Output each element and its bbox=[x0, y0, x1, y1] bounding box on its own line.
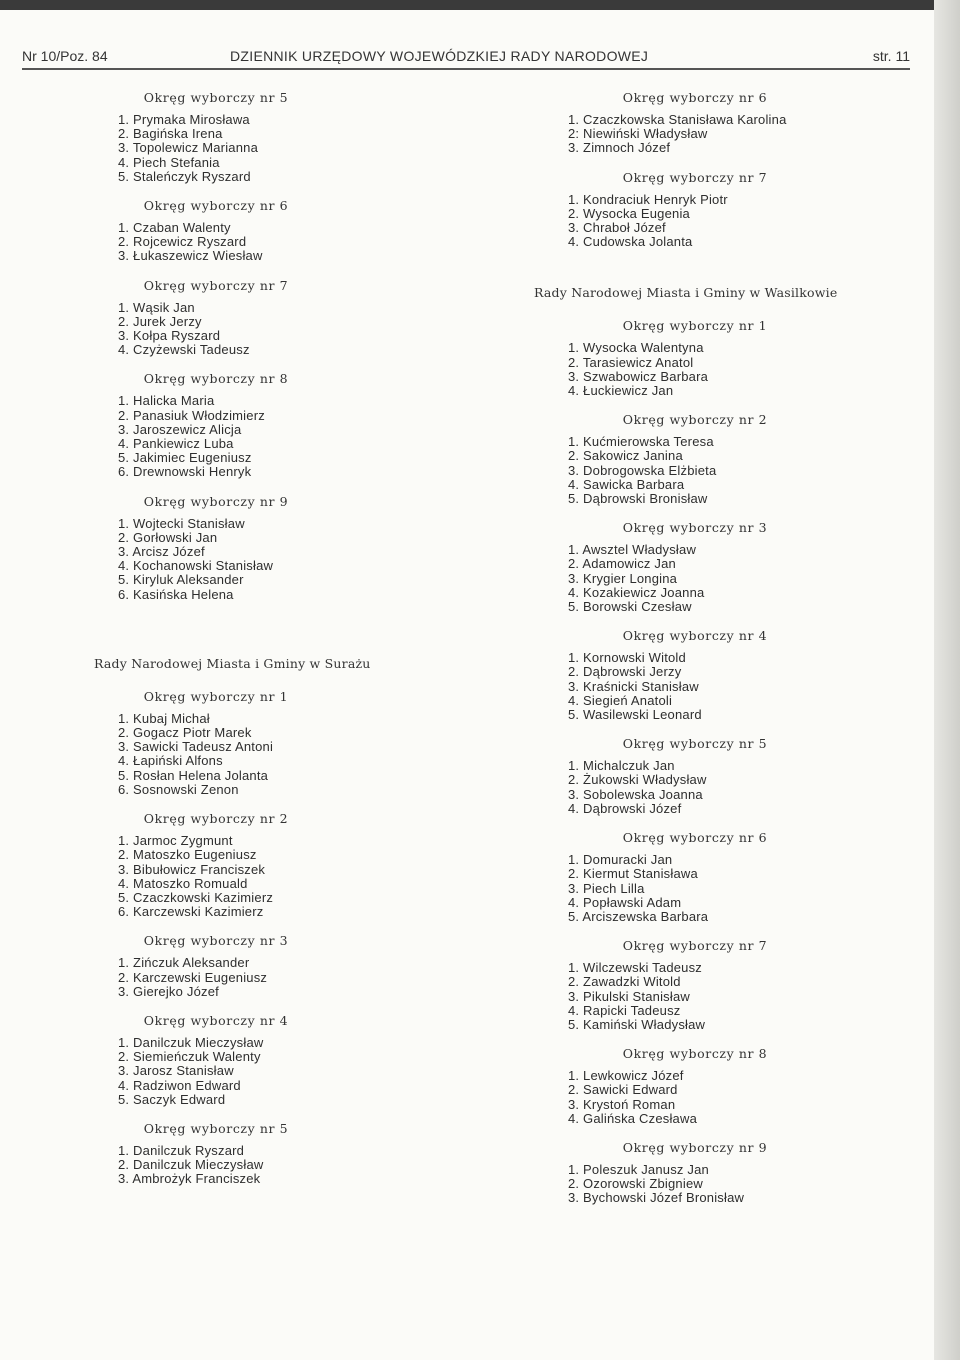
left-top-sections bbox=[118, 90, 408, 602]
candidate-item: 2. Matoszko Eugeniusz bbox=[118, 847, 257, 863]
candidate-item: 1. Danilczuk Ryszard bbox=[118, 1142, 245, 1158]
candidate-list bbox=[568, 853, 898, 924]
candidate-item: 4. Łapiński Alfons bbox=[118, 753, 223, 769]
candidate-item: 3. Kołpa Ryszard bbox=[118, 328, 221, 344]
candidate-item: 1. Kornowski Witold bbox=[568, 650, 686, 666]
candidate-item: 1. Wilczewski Tadeusz bbox=[568, 960, 703, 976]
candidate-item: 5. Czaczkowski Kazimierz bbox=[118, 889, 274, 905]
district-title: Okręg wyborczy nr 6 bbox=[622, 90, 768, 105]
candidate-item: 2. Gorłowski Jan bbox=[118, 529, 218, 545]
candidate-item: 3. Topolewicz Marianna bbox=[118, 140, 259, 156]
candidate-item: 1. Kubaj Michał bbox=[118, 710, 210, 726]
candidate-item: 6. Sosnowski Zenon bbox=[118, 781, 239, 797]
district-title: Okręg wyborczy nr 6 bbox=[622, 830, 768, 846]
candidate-item: 5. Kiryluk Aleksander bbox=[118, 572, 244, 588]
candidate-item: 3. Łukaszewicz Wiesław bbox=[118, 248, 263, 264]
candidate-list bbox=[568, 1069, 898, 1126]
candidate-item: 3. Arcisz Józef bbox=[118, 544, 205, 560]
candidate-item: 1. Wysocka Walentyna bbox=[568, 340, 704, 356]
scan-edge-right bbox=[934, 0, 960, 1360]
candidate-list bbox=[118, 394, 408, 479]
candidate-list bbox=[568, 113, 898, 156]
district-title: Okręg wyborczy nr 3 bbox=[622, 520, 768, 536]
candidate-item: 5. Saczyk Edward bbox=[118, 1091, 226, 1107]
candidate-item: 5. Staleńczyk Ryszard bbox=[118, 168, 251, 184]
candidate-list bbox=[118, 1036, 408, 1107]
scan-edge-top bbox=[0, 0, 960, 10]
candidate-list bbox=[568, 543, 898, 614]
left-council-sections bbox=[118, 689, 408, 1187]
district-title: Okręg wyborczy nr 8 bbox=[143, 371, 289, 387]
candidate-item: 2. Adamowicz Jan bbox=[568, 556, 676, 572]
candidate-list bbox=[118, 956, 408, 999]
district-section bbox=[568, 412, 898, 506]
candidate-item: 3. Pikulski Stanisław bbox=[568, 988, 690, 1004]
candidate-item: 2. Rojcewicz Ryszard bbox=[118, 234, 247, 250]
candidate-item: 3. Ambrożyk Franciszek bbox=[118, 1171, 261, 1187]
candidate-item: 6. Drewnowski Henryk bbox=[118, 464, 252, 480]
candidate-list bbox=[118, 1144, 408, 1187]
district-section bbox=[568, 938, 898, 1032]
candidate-item: 2. Bagińska Irena bbox=[118, 126, 223, 142]
candidate-item: 2. Sawicki Edward bbox=[568, 1082, 678, 1098]
candidate-item: 2. Żukowski Władysław bbox=[568, 772, 707, 788]
issue-number: Nr 10/Poz. 84 bbox=[22, 48, 108, 64]
candidate-item: 4. Sawicka Barbara bbox=[568, 476, 685, 492]
district-section bbox=[118, 90, 408, 184]
candidate-item: 3. Kraśnicki Stanisław bbox=[568, 678, 699, 694]
candidate-item: 3. Szwabowicz Barbara bbox=[568, 368, 709, 384]
candidate-item: 2. Danilczuk Mieczysław bbox=[118, 1157, 264, 1173]
candidate-list bbox=[568, 435, 898, 506]
candidate-item: 2. Ozorowski Zbigniew bbox=[568, 1176, 703, 1192]
district-section bbox=[118, 689, 408, 797]
right-column bbox=[534, 90, 898, 1220]
candidate-item: 4. Piech Stefania bbox=[118, 154, 220, 170]
district-section bbox=[568, 90, 898, 156]
candidate-item: 3. Krygier Longina bbox=[568, 570, 678, 586]
district-title: Okręg wyborczy nr 2 bbox=[143, 811, 289, 827]
candidate-item: 2: Niewiński Władysław bbox=[568, 126, 708, 142]
candidate-item: 3. Sobolewska Joanna bbox=[568, 786, 703, 802]
candidate-item: 1. Jarmoc Zygmunt bbox=[118, 833, 233, 849]
candidate-list bbox=[118, 113, 408, 184]
candidate-item: 4. Kozakiewicz Joanna bbox=[568, 584, 705, 600]
district-section bbox=[568, 318, 898, 398]
candidate-item: 5. Arciszewska Barbara bbox=[568, 908, 709, 924]
candidate-list bbox=[118, 712, 408, 797]
candidate-list bbox=[568, 961, 898, 1032]
candidate-item: 3. Sawicki Tadeusz Antoni bbox=[118, 739, 274, 755]
candidate-item: 3. Gierejko Józef bbox=[118, 983, 219, 999]
district-title: Okręg wyborczy nr 4 bbox=[143, 1012, 289, 1028]
candidate-item: 1. Michalczuk Jan bbox=[568, 758, 675, 774]
district-section bbox=[118, 1013, 408, 1107]
candidate-item: 3. Bibułowicz Franciszek bbox=[118, 861, 266, 877]
page-number: str. 11 bbox=[872, 48, 910, 64]
district-title: Okręg wyborczy nr 1 bbox=[622, 318, 768, 334]
candidate-list bbox=[118, 301, 408, 358]
candidate-item: 2. Siemieńczuk Walenty bbox=[118, 1049, 261, 1065]
district-title: Okręg wyborczy nr 4 bbox=[622, 628, 768, 644]
district-section bbox=[118, 371, 408, 479]
candidate-item: 1. Halicka Maria bbox=[118, 393, 215, 409]
district-title: Okręg wyborczy nr 2 bbox=[622, 412, 768, 428]
candidate-item: 2. Panasiuk Włodzimierz bbox=[118, 407, 265, 423]
candidate-item: 3. Chraboł Józef bbox=[568, 220, 666, 236]
district-section bbox=[568, 1046, 898, 1126]
candidate-item: 3. Bychowski Józef Bronisław bbox=[568, 1190, 745, 1206]
candidate-item: 2. Tarasiewicz Anatol bbox=[568, 354, 694, 370]
district-title: Okręg wyborczy nr 3 bbox=[143, 933, 289, 949]
candidate-item: 1. Kućmierowska Teresa bbox=[568, 434, 714, 450]
candidate-list bbox=[568, 759, 898, 816]
candidate-item: 4. Czyżewski Tadeusz bbox=[118, 342, 250, 358]
right-council-sections bbox=[568, 318, 898, 1205]
candidate-item: 1. Lewkowicz Józef bbox=[568, 1068, 684, 1084]
district-section bbox=[568, 628, 898, 722]
candidate-item: 3. Zimnoch Józef bbox=[568, 140, 671, 156]
candidate-item: 4. Dąbrowski Józef bbox=[568, 800, 682, 816]
candidate-item: 6. Karczewski Kazimierz bbox=[118, 904, 264, 920]
district-title: Okręg wyborczy nr 9 bbox=[143, 493, 289, 509]
candidate-list bbox=[568, 1163, 898, 1206]
district-section bbox=[118, 494, 408, 602]
candidate-item: 4. Siegień Anatoli bbox=[568, 692, 673, 708]
journal-title: DZIENNIK URZĘDOWY WOJEWÓDZKIEJ RADY NARODOWEJ bbox=[230, 48, 649, 64]
candidate-list bbox=[568, 341, 898, 398]
district-title: Okręg wyborczy nr 5 bbox=[143, 90, 289, 105]
candidate-item: 5. Jakimiec Eugeniusz bbox=[118, 450, 252, 466]
candidate-item: 1. Wąsik Jan bbox=[118, 299, 195, 315]
district-title: Okręg wyborczy nr 7 bbox=[622, 938, 768, 954]
candidate-list bbox=[118, 221, 408, 264]
candidate-item: 1. Czaban Walenty bbox=[118, 220, 231, 236]
candidate-item: 4. Popławski Adam bbox=[568, 894, 682, 910]
council-title-wasilkow: Rady Narodowej Miasta i Gminy w Wasilkowie bbox=[534, 285, 838, 301]
candidate-item: 2. Sakowicz Janina bbox=[568, 448, 683, 464]
district-title: Okręg wyborczy nr 8 bbox=[622, 1046, 768, 1062]
district-title: Okręg wyborczy nr 7 bbox=[143, 277, 289, 293]
candidate-item: 4. Cudowska Jolanta bbox=[568, 234, 693, 250]
candidate-item: 5. Wasilewski Leonard bbox=[568, 707, 702, 723]
candidate-item: 2. Jurek Jerzy bbox=[118, 313, 202, 329]
candidate-list bbox=[118, 834, 408, 919]
candidate-item: 5. Rosłan Helena Jolanta bbox=[118, 767, 269, 783]
candidate-item: 1. Domuracki Jan bbox=[568, 852, 673, 868]
district-section bbox=[118, 1121, 408, 1187]
candidate-item: 3. Jarosz Stanisław bbox=[118, 1063, 234, 1079]
candidate-item: 1. Czaczkowska Stanisława Karolina bbox=[568, 112, 787, 127]
candidate-item: 4. Radziwon Edward bbox=[118, 1077, 241, 1093]
candidate-item: 5. Kamiński Władysław bbox=[568, 1016, 706, 1032]
candidate-item: 3. Krystoń Roman bbox=[568, 1096, 676, 1112]
candidate-item: 3. Dobrogowska Elżbieta bbox=[568, 462, 717, 478]
candidate-item: 4. Pankiewicz Luba bbox=[118, 436, 234, 452]
candidate-list bbox=[568, 651, 898, 722]
district-section bbox=[118, 278, 408, 358]
left-column bbox=[94, 90, 408, 1201]
district-section bbox=[118, 811, 408, 919]
district-title: Okręg wyborczy nr 6 bbox=[143, 198, 289, 214]
candidate-item: 2. Zawadzki Witold bbox=[568, 974, 681, 990]
candidate-item: 4. Matoszko Romuald bbox=[118, 875, 248, 891]
candidate-item: 1. Zińczuk Aleksander bbox=[118, 955, 250, 971]
candidate-list bbox=[568, 193, 898, 250]
candidate-item: 4. Łuckiewicz Jan bbox=[568, 383, 674, 399]
district-section bbox=[118, 198, 408, 264]
candidate-item: 2. Dąbrowski Jerzy bbox=[568, 664, 682, 680]
candidate-item: 1. Danilczuk Mieczysław bbox=[118, 1034, 264, 1050]
candidate-item: 4. Rapicki Tadeusz bbox=[568, 1002, 681, 1018]
district-section bbox=[568, 736, 898, 816]
district-section bbox=[568, 1140, 898, 1206]
candidate-item: 2. Kiermut Stanisława bbox=[568, 866, 698, 882]
district-section bbox=[568, 830, 898, 924]
candidate-item: 1. Poleszuk Janusz Jan bbox=[568, 1161, 709, 1177]
council-title-suraz: Rady Narodowej Miasta i Gminy w Surażu bbox=[94, 655, 371, 671]
district-section bbox=[568, 520, 898, 614]
district-title: Okręg wyborczy nr 5 bbox=[143, 1120, 289, 1136]
candidate-item: 4. Kochanowski Stanisław bbox=[118, 558, 274, 574]
candidate-item: 1. Awsztel Władysław bbox=[568, 542, 697, 558]
candidate-item: 1. Wojtecki Stanisław bbox=[118, 515, 245, 531]
candidate-list bbox=[118, 517, 408, 602]
district-title: Okręg wyborczy nr 7 bbox=[622, 169, 768, 185]
district-title: Okręg wyborczy nr 9 bbox=[622, 1139, 768, 1155]
candidate-item: 3. Piech Lilla bbox=[568, 880, 645, 896]
district-section bbox=[568, 170, 898, 250]
candidate-item: 2. Gogacz Piotr Marek bbox=[118, 725, 252, 741]
district-title: Okręg wyborczy nr 1 bbox=[143, 688, 289, 704]
candidate-item: 3. Jaroszewicz Alicja bbox=[118, 421, 242, 437]
candidate-item: 5. Borowski Czesław bbox=[568, 599, 692, 615]
candidate-item: 1. Prymaka Mirosława bbox=[118, 112, 250, 127]
right-top-sections bbox=[568, 90, 898, 249]
candidate-item: 4. Galińska Czesława bbox=[568, 1110, 697, 1126]
candidate-item: 5. Dąbrowski Bronisław bbox=[568, 491, 708, 507]
candidate-item: 2. Karczewski Eugeniusz bbox=[118, 969, 268, 985]
candidate-item: 6. Kasińska Helena bbox=[118, 586, 234, 602]
candidate-item: 1. Kondraciuk Henryk Piotr bbox=[568, 191, 728, 207]
district-section bbox=[118, 933, 408, 999]
header-rule bbox=[22, 68, 910, 70]
candidate-item: 2. Wysocka Eugenia bbox=[568, 205, 690, 221]
district-title: Okręg wyborczy nr 5 bbox=[622, 736, 768, 752]
